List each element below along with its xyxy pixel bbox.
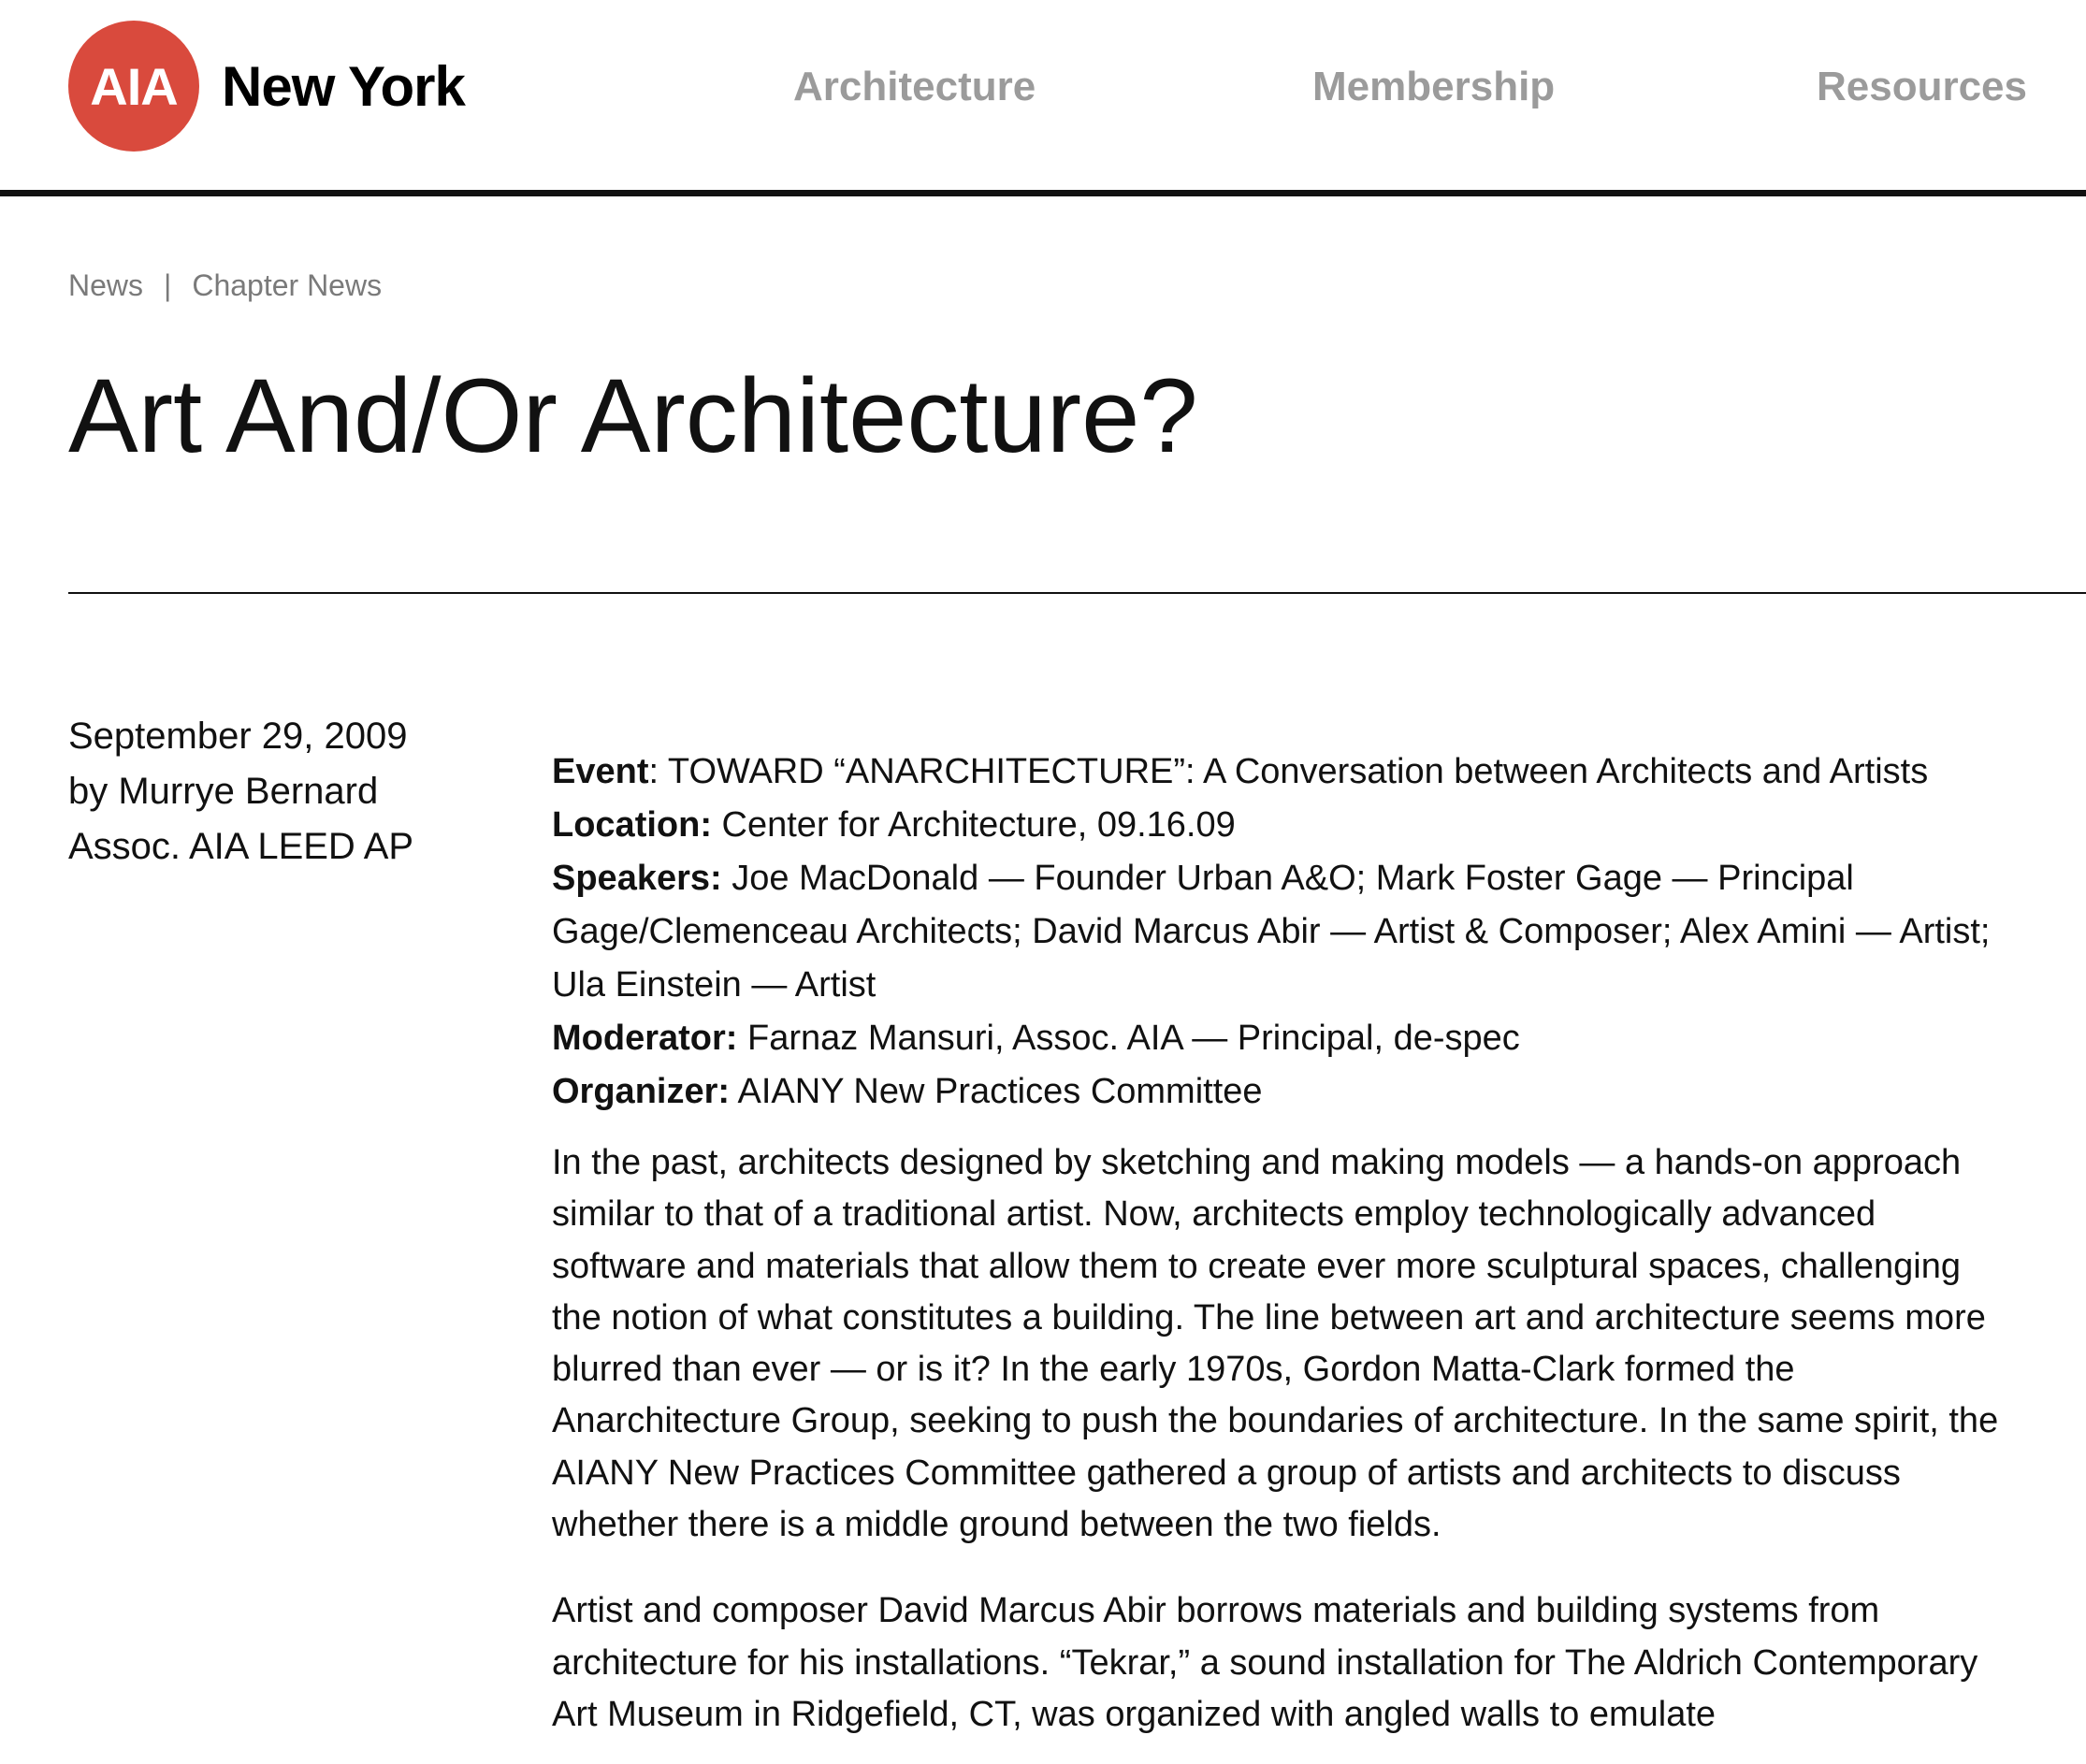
fact-location-value: Center for Architecture, 09.16.09: [711, 805, 1236, 845]
fact-moderator: [552, 1012, 2011, 1065]
fact-organizer: [552, 1065, 2011, 1119]
fact-event: [552, 745, 2011, 799]
publish-date: September 29, 2009: [68, 716, 408, 757]
nav-architecture[interactable]: Architecture: [793, 64, 1036, 109]
nav-membership[interactable]: Membership: [1312, 64, 1556, 109]
breadcrumb-separator: |: [164, 268, 172, 302]
logo-badge: AIA: [68, 21, 199, 152]
logo-name: New York: [222, 54, 465, 118]
fact-organizer-label: Organizer:: [552, 1072, 731, 1111]
article-meta: [68, 709, 480, 875]
fact-moderator-value: Farnaz Mansuri, Assoc. AIA — Principal, de-spec: [737, 1019, 1520, 1058]
fact-location-label: Location:: [552, 805, 712, 845]
fact-event-label: Event: [552, 752, 649, 791]
article-body: [552, 745, 2011, 1764]
breadcrumb: [68, 268, 382, 303]
fact-speakers-value: Joe MacDonald — Founder Urban A&O; Mark Foster Gage — Principal Gage/Clemenceau Architects; David Marcus Abir — Artist & Composer; Alex Amini — Artist; Ula Einstein — Artist: [552, 859, 1991, 1005]
fact-speakers-label: Speakers:: [552, 859, 722, 898]
fact-speakers: [552, 852, 2011, 1012]
breadcrumb-news[interactable]: News: [68, 268, 144, 302]
author-byline: by Murrye Bernard: [68, 771, 379, 812]
fact-moderator-label: Moderator:: [552, 1019, 738, 1058]
fact-location: [552, 799, 2011, 852]
site-logo[interactable]: [68, 21, 465, 152]
title-divider: [68, 592, 2086, 594]
article-paragraph-2: Artist and composer David Marcus Abir borrows materials and building systems from architecture for his installations. “Tekrar,” a sound installation for The Aldrich Contemporary Art Museum in Ridgefield, CT, was organized with angled walls to emulate: [552, 1591, 1978, 1734]
article-paragraph-1: In the past, architects designed by sketching and making models — a hands-on approach similar to that of a traditional artist. Now, architects employ technologically advanced software and materials that allow them to create ever more sculptural spaces, challenging the notion of what constitutes a building. The line between art and architecture seems more blurred than ever — or is it? In the early 1970s, Gordon Matta-Clark formed the Anarchitecture Group, seeking to push the boundaries of architecture. In the same spirit, the AIANY New Practices Committee gathered a group of artists and architects to discuss whether there is a middle ground between the two fields.: [552, 1143, 1999, 1545]
fact-organizer-value: AIANY New Practices Committee: [730, 1072, 1263, 1111]
nav-resources[interactable]: Resources: [1816, 64, 2027, 109]
breadcrumb-chapter-news[interactable]: Chapter News: [192, 268, 383, 302]
page-title: Art And/Or Architecture?: [68, 357, 1198, 474]
site-header: [0, 0, 2086, 196]
fact-event-value: : TOWARD “ANARCHITECTURE”: A Conversation between Architects and Artists: [648, 752, 1929, 791]
author-credentials: Assoc. AIA LEED AP: [68, 826, 414, 867]
event-facts: [552, 745, 2011, 1119]
